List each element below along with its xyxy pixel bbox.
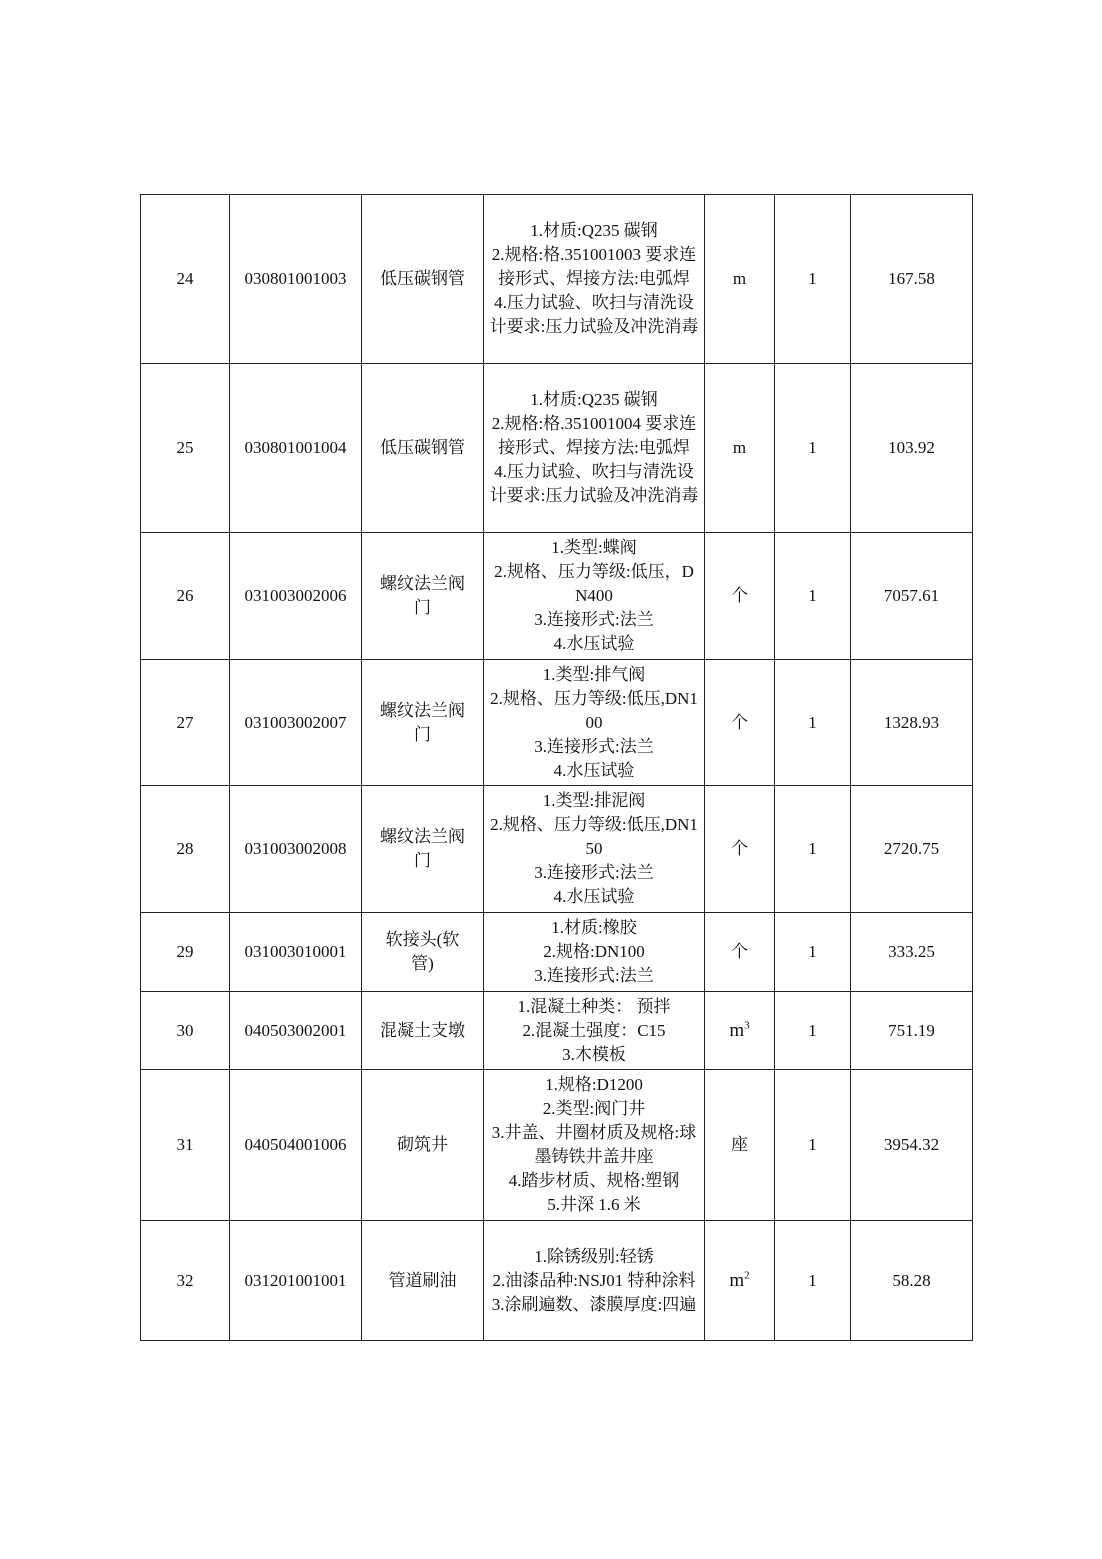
- description-line: 4.压力试验、吹扫与清洗设计要求:压力试验及冲洗消毒: [489, 293, 699, 336]
- item-name: 低压碳钢管: [362, 195, 484, 364]
- item-description: [484, 992, 705, 1070]
- row-number: 28: [141, 786, 230, 913]
- item-code: 040504001006: [230, 1070, 362, 1221]
- price: 2720.75: [851, 786, 973, 913]
- unit: m: [705, 195, 775, 364]
- item-description: [484, 1221, 705, 1341]
- table-row: [141, 992, 973, 1070]
- description-line: 4.水压试验: [553, 760, 635, 780]
- row-number: 30: [141, 992, 230, 1070]
- item-name: 砌筑井: [362, 1070, 484, 1221]
- unit: 个: [705, 533, 775, 660]
- description-line: 2.类型:阀门井: [542, 1099, 646, 1118]
- table-row: [141, 913, 973, 992]
- unit: $m^3$: [705, 992, 775, 1070]
- description-line: 2.规格、压力等级:低压，DN400: [494, 562, 694, 605]
- description-line: 3.木模板: [562, 1044, 626, 1064]
- row-number: 32: [141, 1221, 230, 1341]
- item-description: [484, 913, 705, 992]
- description-line: 3.连接形式:法兰: [534, 966, 654, 985]
- table-row: [141, 533, 973, 660]
- table-row: [141, 195, 973, 364]
- unit: $m^2$: [705, 1221, 775, 1341]
- unit: 个: [705, 913, 775, 992]
- row-number: 31: [141, 1070, 230, 1221]
- description-line: 1.材质:Q235 碳钢: [530, 390, 658, 409]
- unit: 个: [705, 786, 775, 913]
- item-name: 软接头(软管): [362, 913, 484, 992]
- quantity: 1: [775, 364, 851, 533]
- description-line: 1.混凝土种类： 预拌: [517, 996, 671, 1016]
- item-code: 031003010001: [230, 913, 362, 992]
- unit: 座: [705, 1070, 775, 1221]
- table-row: [141, 786, 973, 913]
- price: 167.58: [851, 195, 973, 364]
- quantity: 1: [775, 913, 851, 992]
- price: 333.25: [851, 913, 973, 992]
- item-description: [484, 195, 705, 364]
- description-line: 4.水压试验: [553, 887, 635, 906]
- description-line: 5.井深 1.6 米: [547, 1195, 641, 1214]
- description-line: 4.踏步材质、规格:塑钢: [508, 1171, 680, 1190]
- item-code: 030801001003: [230, 195, 362, 364]
- row-number: 26: [141, 533, 230, 660]
- item-code: 031003002007: [230, 660, 362, 786]
- item-name: 混凝土支墩: [362, 992, 484, 1070]
- description-line: 3.连接形式:法兰: [534, 863, 654, 882]
- item-description: [484, 1070, 705, 1221]
- price: 3954.32: [851, 1070, 973, 1221]
- price: 58.28: [851, 1221, 973, 1341]
- table-row: [141, 1221, 973, 1341]
- description-line: 3.井盖、井圈材质及规格:球墨铸铁井盖井座: [491, 1123, 697, 1166]
- quantity: 1: [775, 786, 851, 913]
- quantity: 1: [775, 533, 851, 660]
- unit: 个: [705, 660, 775, 786]
- description-line: 3.连接形式:法兰: [534, 610, 654, 629]
- description-line: 1.除锈级别:轻锈: [534, 1246, 654, 1266]
- quantity: 1: [775, 1221, 851, 1341]
- description-line: 1.规格:D1200: [545, 1075, 643, 1094]
- description-line: 4.水压试验: [553, 634, 635, 653]
- item-description: [484, 660, 705, 786]
- row-number: 27: [141, 660, 230, 786]
- price: 1328.93: [851, 660, 973, 786]
- quantity: 1: [775, 1070, 851, 1221]
- quantity: 1: [775, 992, 851, 1070]
- item-code: 031201001001: [230, 1221, 362, 1341]
- item-name: 螺纹法兰阀门: [362, 660, 484, 786]
- table-row: [141, 1070, 973, 1221]
- description-line: 2.规格:格.351001003 要求连接形式、焊接方法:电弧焊: [491, 245, 697, 288]
- unit: m: [705, 364, 775, 533]
- price: 103.92: [851, 364, 973, 533]
- description-line: 2.油漆品种:NSJ01 特种涂料: [492, 1270, 696, 1290]
- description-line: 1.材质:橡胶: [551, 918, 637, 937]
- row-number: 29: [141, 913, 230, 992]
- table-row: [141, 660, 973, 786]
- price: 751.19: [851, 992, 973, 1070]
- description-line: 4.压力试验、吹扫与清洗设计要求:压力试验及冲洗消毒: [489, 462, 699, 505]
- item-name: 螺纹法兰阀门: [362, 533, 484, 660]
- item-code: 030801001004: [230, 364, 362, 533]
- price: 7057.61: [851, 533, 973, 660]
- description-line: 3.涂刷遍数、漆膜厚度:四遍: [491, 1294, 697, 1314]
- item-description: [484, 533, 705, 660]
- description-line: 1.类型:蝶阀: [551, 538, 637, 557]
- quantity: 1: [775, 660, 851, 786]
- item-code: 040503002001: [230, 992, 362, 1070]
- item-description: [484, 364, 705, 533]
- item-name: 管道刷油: [362, 1221, 484, 1341]
- description-line: 2.规格、压力等级:低压,DN150: [490, 815, 698, 858]
- row-number: 24: [141, 195, 230, 364]
- item-code: 031003002008: [230, 786, 362, 913]
- description-line: 2.混凝土强度：C15: [522, 1020, 666, 1040]
- item-code: 031003002006: [230, 533, 362, 660]
- bill-of-quantities-table: [140, 194, 973, 1341]
- description-line: 1.材质:Q235 碳钢: [530, 221, 658, 240]
- row-number: 25: [141, 364, 230, 533]
- item-description: [484, 786, 705, 913]
- item-name: 低压碳钢管: [362, 364, 484, 533]
- description-line: 3.连接形式:法兰: [534, 736, 654, 756]
- description-line: 2.规格、压力等级:低压,DN100: [490, 688, 698, 732]
- table-row: [141, 364, 973, 533]
- quantity: 1: [775, 195, 851, 364]
- description-line: 2.规格:DN100: [543, 942, 645, 961]
- item-name: 螺纹法兰阀门: [362, 786, 484, 913]
- description-line: 1.类型:排泥阀: [542, 791, 646, 810]
- description-line: 2.规格:格.351001004 要求连接形式、焊接方法:电弧焊: [491, 414, 697, 457]
- description-line: 1.类型:排气阀: [542, 664, 646, 684]
